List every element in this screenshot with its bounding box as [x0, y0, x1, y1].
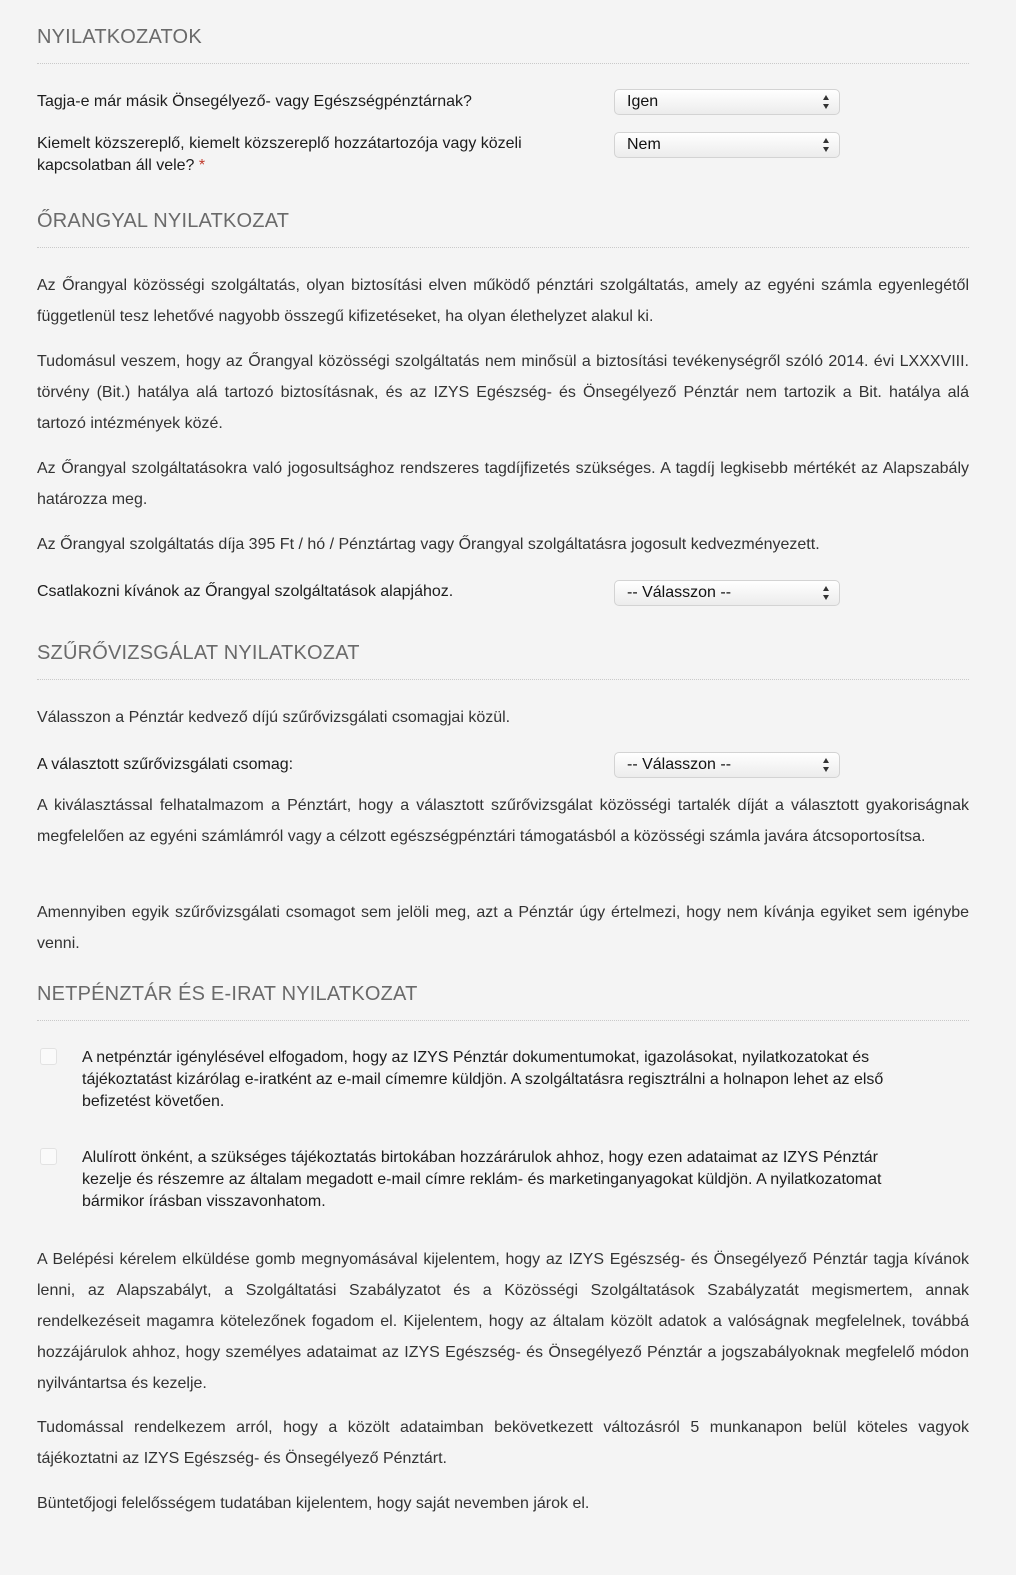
section-title-nyilatkozatok: NYILATKOZATOK: [37, 26, 969, 64]
marketing-consent-checkbox-label: Alulírott önként, a szükséges tájékoztatás birtokában hozzárárulok ahhoz, hogy ezen adataimat az IZYS Pénztár kezelje és részemre az általam megadott e-mail címre reklám- és marketinganyagokat küldjön. A nyilatkozatomat bármikor írásban visszavonhatom.: [82, 1149, 882, 1210]
public-figure-select-value: Nem: [627, 136, 661, 153]
orangyal-paragraph: Tudomásul veszem, hogy az Őrangyal közösségi szolgáltatás nem minősül a biztosítási tevékenységről szóló 2014. évi LXXXVIII. törvény (Bit.) hatálya alá tartozó biztosításnak, és az IZYS Egészség- és Önsegélyező Pénztár nem tartozik a Bit. hatálya alá tartozó intézmények közé.: [37, 353, 969, 432]
question-screening-package-label: A választott szűrővizsgálati csomag:: [37, 756, 294, 773]
marketing-consent-checkbox[interactable]: [40, 1148, 57, 1165]
question-public-figure-label: [37, 133, 597, 177]
other-fund-select-value: Igen: [627, 93, 659, 110]
orangyal-join-select[interactable]: [614, 580, 840, 606]
question-public-figure-text: Kiemelt közszereplő, kiemelt közszereplő hozzátartozója vagy közeli kapcsolatban áll vele?: [37, 135, 522, 174]
select-arrows-icon: [823, 586, 830, 600]
closing-paragraph: Tudomással rendelkezem arról, hogy a közölt adataimban bekövetkezett változásról 5 munkanapon belül köteles vagyok tájékoztatni az IZYS Egészség- és Önsegélyező Pénztárt.: [37, 1419, 969, 1467]
question-other-fund-label: Tagja-e már másik Önsegélyező- vagy Egészségpénztárnak?: [37, 93, 472, 110]
question-orangyal-join-label: Csatlakozni kívánok az Őrangyal szolgáltatások alapjához.: [37, 583, 454, 600]
section-title-szuro: SZŰRŐVIZSGÁLAT NYILATKOZAT: [37, 642, 969, 680]
orangyal-join-select-value: -- Válasszon --: [627, 584, 732, 601]
select-arrows-icon: [823, 138, 830, 152]
closing-paragraph: Büntetőjogi felelősségem tudatában kijelentem, hogy saját nevemben járok el.: [37, 1495, 590, 1512]
szuro-intro: Válasszon a Pénztár kedvező díjú szűrővizsgálati csomagjai közül.: [37, 709, 511, 726]
closing-paragraph: A Belépési kérelem elküldése gomb megnyomásával kijelentem, hogy az IZYS Egészség- és Önsegélyező Pénztár tagja kívánok lenni, az Alapszabályt, a Szolgáltatási Szabályzatot és a Közösségi Szolgáltatások Szabályzatát megismertem, annak rendelkezéseit magamra kötelezőnek fogadom el. Kijelentem, hogy az általam közölt adatok a valóságnak megfelelnek, továbbá hozzájárulok ahhoz, hogy személyes adataimat az IZYS Egészség- és Önsegélyező Pénztár a jogszabályoknak megfelelő módon nyilvántartsa és kezelje.: [37, 1251, 969, 1392]
other-fund-select[interactable]: [614, 89, 840, 115]
e-document-checkbox[interactable]: [40, 1048, 57, 1065]
e-document-checkbox-label: A netpénztár igénylésével elfogadom, hogy az IZYS Pénztár dokumentumokat, igazolásokat, nyilatkozatokat és tájékoztatást kizárólag e-iratként az e-mail címemre küldjön. A szolgáltatásra regisztrálni a holnapon lehet az első befizetést követően.: [82, 1049, 884, 1110]
public-figure-select[interactable]: [614, 132, 840, 158]
select-arrows-icon: [823, 95, 830, 109]
orangyal-paragraph: Az Őrangyal közösségi szolgáltatás, olyan biztosítási elven működő pénztári szolgáltatás, amely az egyéni számla egyenlegétől függetlenül tesz lehetővé nagyobb összegű kifizetéseket, ha olyan élethelyzet alakul ki.: [37, 277, 969, 325]
select-arrows-icon: [823, 758, 830, 772]
szuro-paragraph: Amennyiben egyik szűrővizsgálati csomagot sem jelöli meg, azt a Pénztár úgy értelmezi, hogy nem kívánja egyiket sem igénybe venni.: [37, 904, 969, 952]
orangyal-paragraph: Az Őrangyal szolgáltatás díja 395 Ft / hó / Pénztártag vagy Őrangyal szolgáltatásra jogosult kedvezményezett.: [37, 536, 820, 553]
section-title-netpenztar: NETPÉNZTÁR ÉS E-IRAT NYILATKOZAT: [37, 983, 969, 1021]
orangyal-paragraph: Az Őrangyal szolgáltatásokra való jogosultsághoz rendszeres tagdíjfizetés szükséges. A tagdíj legkisebb mértékét az Alapszabály határozza meg.: [37, 460, 969, 508]
szuro-paragraph: A kiválasztással felhatalmazom a Pénztárt, hogy a választott szűrővizsgálat közösségi tartalék díját a választott gyakoriságnak megfelelően az egyéni számlámról vagy a célzott egészségpénztári támogatásból a közösségi számla javára átcsoportosítsa.: [37, 797, 969, 845]
screening-package-select-value: -- Válasszon --: [627, 756, 732, 773]
required-mark: *: [198, 157, 206, 174]
screening-package-select[interactable]: [614, 752, 840, 778]
section-title-orangyal: ŐRANGYAL NYILATKOZAT: [37, 210, 969, 248]
